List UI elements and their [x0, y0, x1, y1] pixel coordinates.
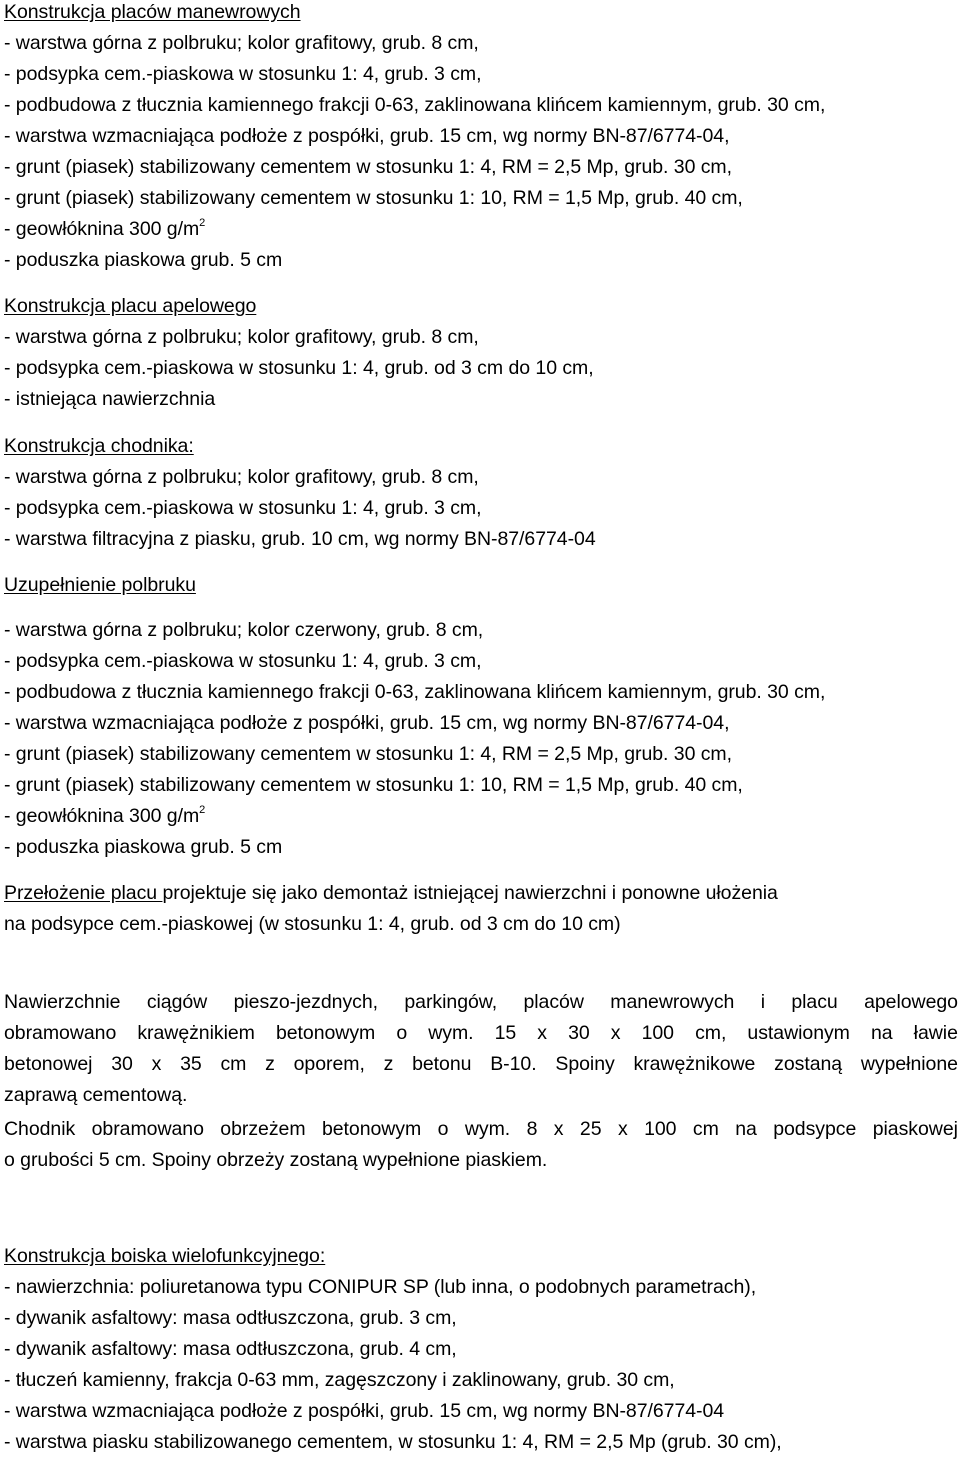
list-item: - nawierzchnia: poliuretanowa typu CONIPUR SP (lub inna, o podobnych parametrach),	[4, 1276, 757, 1298]
word: piaskowej	[872, 1118, 958, 1140]
word: x	[610, 1022, 621, 1044]
paragraph-line: o grubości 5 cm. Spoiny obrzeży zostaną wypełnione piaskiem.	[4, 1149, 548, 1171]
list-item: - warstwa górna z polbruku; kolor grafitowy, grub. 8 cm,	[4, 326, 479, 348]
list-item: - warstwa górna z polbruku; kolor grafitowy, grub. 8 cm,	[4, 466, 479, 488]
heading-boisko: Konstrukcja boiska wielofunkcyjnego:	[4, 1245, 326, 1267]
word: wym.	[428, 1022, 474, 1044]
word: krawężnikiem	[137, 1022, 255, 1044]
list-item	[4, 804, 205, 828]
superscript: 2	[199, 804, 206, 816]
list-item: - podbudowa z tłucznia kamiennego frakcji 0-63, zaklinowana klińcem kamiennym, grub. 30 cm,	[4, 94, 826, 116]
word: x	[151, 1053, 162, 1075]
word: cm,	[695, 1022, 727, 1044]
list-item: - warstwa filtracyjna z piasku, grub. 10 cm, wg normy BN-87/6774-04	[4, 528, 596, 550]
list-item-text: - geowłóknina 300 g/m	[4, 805, 200, 827]
word: na	[735, 1118, 757, 1140]
list-item: - grunt (piasek) stabilizowany cementem w stosunku 1: 4, RM = 2,5 Mp, grub. 30 cm,	[4, 156, 732, 178]
superscript: 2	[199, 217, 206, 229]
paragraph-line	[4, 1021, 958, 1045]
word: betonowej	[4, 1053, 93, 1075]
word: cm	[692, 1118, 719, 1140]
word: obramowano	[91, 1118, 204, 1140]
list-item: - podsypka cem.-piaskowa w stosunku 1: 4, grub. 3 cm,	[4, 497, 482, 519]
paragraph-line	[4, 990, 958, 1014]
word: na	[870, 1022, 893, 1044]
list-item: - tłuczeń kamienny, frakcja 0-63 mm, zagęszczony i zaklinowany, grub. 30 cm,	[4, 1369, 675, 1391]
list-item: - dywanik asfaltowy: masa odtłuszczona, grub. 4 cm,	[4, 1338, 457, 1360]
list-item: - podsypka cem.-piaskowa w stosunku 1: 4, grub. od 3 cm do 10 cm,	[4, 357, 594, 379]
list-item: - warstwa górna z polbruku; kolor czerwony, grub. 8 cm,	[4, 619, 484, 641]
word: Spoiny	[555, 1053, 615, 1075]
word: betonowym	[321, 1118, 422, 1140]
list-item: - podsypka cem.-piaskowa w stosunku 1: 4, grub. 3 cm,	[4, 650, 482, 672]
list-item-text: - geowłóknina 300 g/m	[4, 218, 200, 240]
word: 15	[494, 1022, 517, 1044]
word: oporem,	[293, 1053, 365, 1075]
word: o	[396, 1022, 408, 1044]
word: i	[760, 991, 765, 1013]
word: o	[437, 1118, 449, 1140]
word: zostaną	[774, 1053, 843, 1075]
list-item: - poduszka piaskowa grub. 5 cm	[4, 249, 283, 271]
word: x	[553, 1118, 564, 1140]
heading-plac-apelowy: Konstrukcja placu apelowego	[4, 295, 257, 317]
paragraph-line	[4, 1117, 958, 1141]
paragraph-line	[4, 1052, 958, 1076]
word: ciągów	[146, 991, 208, 1013]
list-item: - warstwa górna z polbruku; kolor grafitowy, grub. 8 cm,	[4, 32, 479, 54]
word: 8	[526, 1118, 538, 1140]
list-item: - grunt (piasek) stabilizowany cementem w stosunku 1: 10, RM = 1,5 Mp, grub. 40 cm,	[4, 774, 743, 796]
heading-przelozenie: Przełożenie placu	[4, 882, 163, 904]
heading-chodnik: Konstrukcja chodnika:	[4, 435, 194, 457]
word: x	[617, 1118, 628, 1140]
word: placu	[791, 991, 838, 1013]
list-item: - warstwa wzmacniająca podłoże z pospółki, grub. 15 cm, wg normy BN-87/6774-04,	[4, 712, 730, 734]
list-item: - warstwa wzmacniająca podłoże z pospółki, grub. 15 cm, wg normy BN-87/6774-04,	[4, 125, 730, 147]
paragraph-text: projektuje się jako demontaż istniejącej nawierzchni i ponowne ułożenia	[162, 882, 778, 904]
paragraph-przelozenie-line1	[4, 881, 958, 905]
word: parkingów,	[404, 991, 498, 1013]
word: cm	[220, 1053, 247, 1075]
word: Chodnik	[4, 1118, 76, 1140]
paragraph-line: zaprawą cementową.	[4, 1084, 188, 1106]
word: betonowym	[275, 1022, 376, 1044]
list-item: - istniejąca nawierzchnia	[4, 388, 216, 410]
list-item: - podbudowa z tłucznia kamiennego frakcji 0-63, zaklinowana klińcem kamiennym, grub. 30 cm,	[4, 681, 826, 703]
word: wypełnione	[860, 1053, 958, 1075]
word: z	[383, 1053, 394, 1075]
list-item	[4, 217, 205, 241]
word: B-10.	[490, 1053, 537, 1075]
word: ustawionym	[747, 1022, 850, 1044]
list-item: - warstwa piasku stabilizowanego cementem, w stosunku 1: 4, RM = 2,5 Mp (grub. 30 cm),	[4, 1431, 782, 1453]
word: placów	[523, 991, 584, 1013]
word: wym.	[464, 1118, 511, 1140]
word: betonu	[412, 1053, 472, 1075]
word: 25	[579, 1118, 602, 1140]
word: Nawierzchnie	[4, 991, 121, 1013]
list-item: - warstwa wzmacniająca podłoże z pospółki, grub. 15 cm, wg normy BN-87/6774-04	[4, 1400, 725, 1422]
list-item: - grunt (piasek) stabilizowany cementem w stosunku 1: 4, RM = 2,5 Mp, grub. 30 cm,	[4, 743, 732, 765]
list-item: - poduszka piaskowa grub. 5 cm	[4, 836, 283, 858]
word: manewrowych	[610, 991, 735, 1013]
list-item: - dywanik asfaltowy: masa odtłuszczona, grub. 3 cm,	[4, 1307, 457, 1329]
word: z	[265, 1053, 275, 1075]
word: obrzeżem	[220, 1118, 306, 1140]
word: pieszo-jezdnych,	[233, 991, 379, 1013]
word: 35	[180, 1053, 202, 1075]
word: 100	[641, 1022, 674, 1044]
paragraph-przelozenie-line2: na podsypce cem.-piaskowej (w stosunku 1: 4, grub. od 3 cm do 10 cm)	[4, 913, 621, 935]
word: x	[537, 1022, 547, 1044]
word: 30	[568, 1022, 590, 1044]
list-item: - grunt (piasek) stabilizowany cementem w stosunku 1: 10, RM = 1,5 Mp, grub. 40 cm,	[4, 187, 743, 209]
word: krawężnikowe	[633, 1053, 756, 1075]
word: apelowego	[864, 991, 958, 1013]
word: obramowano	[4, 1022, 117, 1044]
word: podsypce	[773, 1118, 857, 1140]
heading-uzupelnienie: Uzupełnienie polbruku	[4, 574, 196, 596]
list-item: - podsypka cem.-piaskowa w stosunku 1: 4, grub. 3 cm,	[4, 63, 482, 85]
word: 30	[111, 1053, 133, 1075]
heading-place-manewrowe: Konstrukcja placów manewrowych	[4, 1, 301, 23]
word: 100	[644, 1118, 677, 1140]
word: ławie	[913, 1022, 958, 1044]
